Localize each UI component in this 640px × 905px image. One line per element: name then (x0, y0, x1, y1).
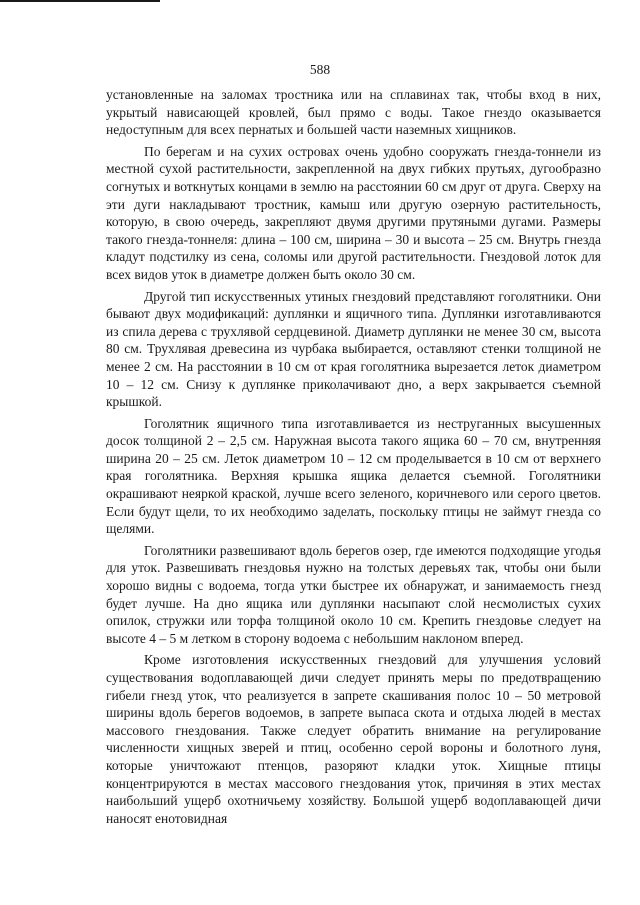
paragraph-4: Гоголятник ящичного типа изготавливается из неструганных высушенных досок толщиной 2 – 2,5 см. Наружная высота такого ящика 60 – 70 см, внутренняя ширина 20 – 25 см. Леток диаметром 10 – 12 см проделывается в 10 см от верхнего края гоголятника. Верхняя крышка ящика делается съемной. Гоголятники окрашивают неяркой краской, лучше всего зеленого, коричневого или серого цветов. Если будут щели, то их необходимо заделать, поскольку птицы не займут гнезда со щелями. (106, 415, 601, 537)
page-number: 588 (309, 62, 331, 77)
paragraph-3: Другой тип искусственных утиных гнездовий представляют гоголятники. Они бывают двух модификаций: дуплянки и ящичного типа. Дуплянки изготавливаются из спила дерева с трухлявой сердцевиной. Диаметр дуплянки не менее 30 см, высота 80 см. Трухлявая древесина из чурбака выбирается, оставляют стенки толщиной не менее 2 см. На расстоянии в 10 см от края гоголятника вырезается леток диаметром 10 – 12 см. Снизу к дуплянке приколачивают дно, а верх закрывается съемной крышкой. (106, 288, 601, 410)
paragraph-5: Гоголятники развешивают вдоль берегов озер, где имеются подходящие угодья для уток. Развешивать гнездовья нужно на толстых деревьях так, чтобы они были хорошо видны с водоема, тогда утки быстрее их обнаружат, и занимаемость гнезд будет лучше. На дно ящика или дуплянки насыпают слой несмолистых сухих опилок, стружки или торфа толщиной около 10 см. Крепить гнездовье следует на высоте 4 – 5 м летком в сторону водоема с небольшим наклоном вперед. (106, 542, 601, 646)
paragraph-2: По берегам и на сухих островах очень удобно сооружать гнезда-тоннели из местной сухой растительности, закрепленной на двух гибких прутьях, дугообразно согнутых и воткнутых концами в землю на расстоянии 60 см друг от друга. Сверху на эти дуги накладывают тростник, камыш или другую озерную растительность, которую, в свою очередь, закрепляют двумя другими прутяными дугами. Размеры такого гнезда-тоннеля: длина – 100 см, ширина – 30 и высота – 25 см. Внутрь гнезда кладут подстилку из сена, соломы или другой растительности. Гнездовой лоток для всех видов уток в диаметре должен быть около 30 см. (106, 143, 601, 282)
paragraph-6: Кроме изготовления искусственных гнездовий для улучшения условий существования водоплавающей дичи следует принять меры по предотвращению гибели гнезд уток, что реализуется в запрете скашивания полос 10 – 50 метровой ширины вдоль берегов водоемов, в запрете выпаса скота и отдыха людей в местах массового гнездования. Также следует обратить внимание на регулирование численности хищных зверей и птиц, особенно серой вороны и болотного луня, которые уничтожают птенцов, разоряют кладки уток. Хищные птицы концентрируются в местах массового гнездования уток, причиняя в этих местах наибольший ущерб охотничьему хозяйству. Большой ущерб водоплавающей дичи наносят енотовидная (106, 652, 601, 826)
body-text (106, 86, 601, 831)
paragraph-1: установленные на заломах тростника или на сплавинах так, чтобы вход в них, укрытый нависающей кровлей, был прямо с воды. Такое гнездо оказывается недоступным для всех пернатых и большей части наземных хищников. (106, 87, 601, 138)
top-rule (0, 0, 160, 2)
